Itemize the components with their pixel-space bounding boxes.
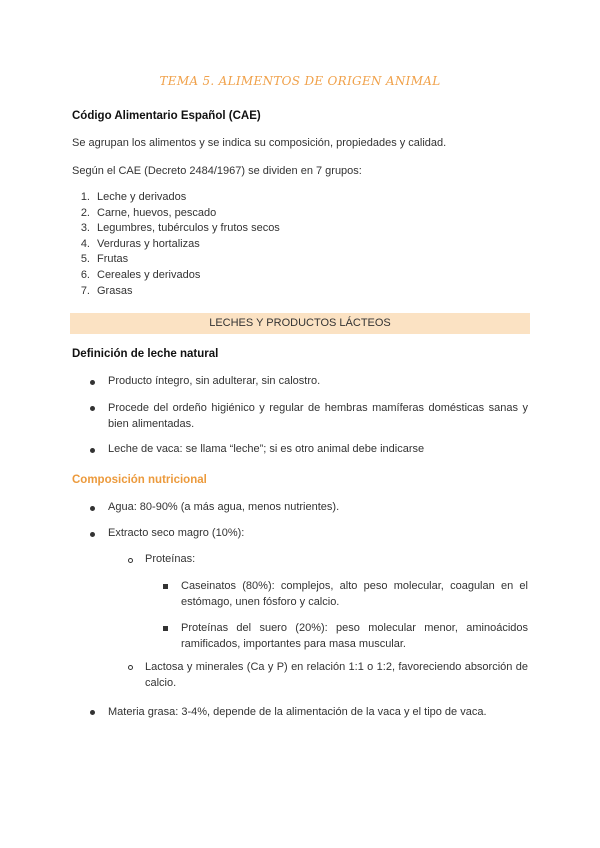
list-number: 6. <box>80 269 90 281</box>
list-label: Legumbres, tubérculos y frutos secos <box>97 222 280 234</box>
definition-bullet: Procede del ordeño higiénico y regular de hembras mamíferas domésticas sanas y bien alimentadas. <box>108 402 528 430</box>
bullet-disc <box>90 380 95 385</box>
composition-bullet: Materia grasa: 3-4%, depende de la alimentación de la vaca y el tipo de vaca. <box>108 706 487 718</box>
list-number: 7. <box>80 285 90 297</box>
list-item <box>72 222 280 234</box>
bullet-disc <box>90 532 95 537</box>
bullet-square <box>163 584 168 589</box>
definition-heading: Definición de leche natural <box>72 348 219 360</box>
bullet-disc <box>90 710 95 715</box>
intro-paragraph: Se agrupan los alimentos y se indica su composición, propiedades y calidad. <box>72 137 447 149</box>
list-item <box>72 238 200 250</box>
list-label: Leche y derivados <box>97 191 187 203</box>
composition-subsubbullet: Caseinatos (80%): complejos, alto peso molecular, coagulan en el estómago, unen fósforo y calcio. <box>181 580 528 608</box>
list-number: 3. <box>80 222 90 234</box>
list-label: Carne, huevos, pescado <box>97 207 217 219</box>
list-number: 2. <box>80 207 90 219</box>
bullet-disc <box>90 406 95 411</box>
section-band-title: LECHES Y PRODUCTOS LÁCTEOS <box>209 317 391 329</box>
bullet-square <box>163 626 168 631</box>
list-label: Verduras y hortalizas <box>97 238 200 250</box>
definition-bullet: Leche de vaca: se llama “leche”; si es otro animal debe indicarse <box>108 443 425 455</box>
page-title: TEMA 5. ALIMENTOS DE ORIGEN ANIMAL <box>159 74 441 88</box>
list-item <box>72 191 186 203</box>
list-item <box>72 285 132 297</box>
list-label: Grasas <box>97 285 133 297</box>
bullet-circle <box>128 665 133 670</box>
list-item <box>72 269 200 281</box>
groups-intro: Según el CAE (Decreto 2484/1967) se dividen en 7 grupos: <box>72 165 362 177</box>
list-number: 5. <box>80 253 90 265</box>
definition-bullet: Producto íntegro, sin adulterar, sin calostro. <box>108 375 321 387</box>
composition-subbullet: Lactosa y minerales (Ca y P) en relación 1:1 o 1:2, favoreciendo absorción de calcio. <box>145 661 528 689</box>
list-label: Frutas <box>97 253 129 265</box>
composition-subbullet: Proteínas: <box>145 553 196 565</box>
bullet-disc <box>90 506 95 511</box>
list-item <box>72 253 128 265</box>
composition-bullet: Agua: 80-90% (a más agua, menos nutrientes). <box>108 501 340 513</box>
list-number: 4. <box>80 238 90 250</box>
composition-subsubbullet: Proteínas del suero (20%): peso molecular menor, aminoácidos ramificados, importantes para masa muscular. <box>181 622 528 650</box>
composition-heading: Composición nutricional <box>72 474 207 486</box>
cae-heading: Código Alimentario Español (CAE) <box>72 110 261 122</box>
bullet-circle <box>128 558 133 563</box>
bullet-disc <box>90 448 95 453</box>
list-item <box>72 207 216 219</box>
list-label: Cereales y derivados <box>97 269 201 281</box>
composition-bullet: Extracto seco magro (10%): <box>108 527 245 539</box>
list-number: 1. <box>80 191 90 203</box>
